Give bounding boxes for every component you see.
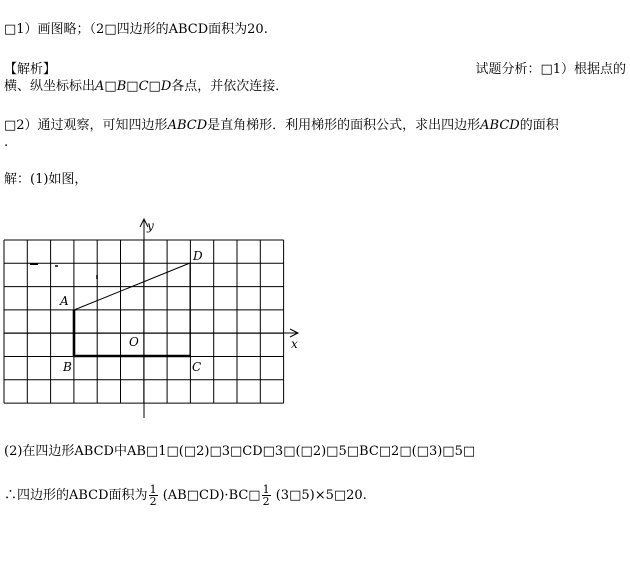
sep-2: □ [126, 79, 139, 94]
step2-suffix: 的面积 [519, 118, 559, 133]
area-middle: (AB□CD)·BC□ [158, 488, 261, 503]
fraction-a-numerator: 1 [149, 483, 157, 496]
analysis-intro: 试题分析：□1）根据点的 [475, 62, 626, 77]
part-2-lengths: (2)在四边形ABCD中AB□1□(□2)□3□CD□3□(□2)□5□BC□2□(□3)□5□ [4, 444, 476, 459]
point-c-label: C [192, 360, 202, 374]
area-suffix: (3□5)×5□20. [271, 488, 367, 503]
fraction-b-denominator: 2 [262, 495, 270, 508]
point-a-label: A [60, 294, 69, 308]
point-d-ref: D [160, 79, 172, 94]
step2-end: . [4, 135, 9, 150]
x-axis-label: x [291, 337, 298, 351]
step2-prefix: □2）通过观察，可知四边形 [4, 118, 168, 133]
point-b-label: B [63, 360, 72, 374]
y-axis-label: y [147, 219, 154, 233]
fraction-one-half-b [262, 484, 271, 507]
sep-1: □ [104, 79, 117, 94]
point-a-ref: A [95, 79, 105, 94]
quad-name-2: ABCD [480, 118, 520, 133]
point-c-ref: C [138, 79, 149, 94]
stray-marks [30, 264, 97, 279]
step1-prefix: 横、纵坐标标出 [4, 79, 96, 94]
step1-suffix: 各点，并依次连接． [171, 79, 289, 94]
point-d-label: D [193, 249, 203, 263]
fraction-one-half-a [149, 484, 158, 507]
sep-3: □ [148, 79, 161, 94]
y-axis [140, 219, 148, 418]
solution-label: 解：(1)如图， [4, 172, 88, 187]
analysis-step-1 [4, 79, 288, 95]
fraction-a-denominator: 2 [149, 495, 157, 508]
fraction-b-numerator: 1 [262, 483, 270, 496]
x-axis [4, 329, 298, 337]
origin-label: O [129, 335, 139, 349]
coordinate-grid-figure [0, 215, 310, 425]
analysis-step-2 [4, 118, 559, 134]
analysis-tag: 【解析】 [4, 62, 57, 77]
area-prefix: ∴四边形的ABCD面积为 [4, 488, 148, 503]
answer-summary: □1）画图略；（2□四边形的ABCD面积为20. [4, 22, 268, 37]
step2-middle: 是直角梯形．利用梯形的面积公式，求出四边形 [207, 118, 481, 133]
point-b-ref: B [116, 79, 127, 94]
area-formula [4, 483, 367, 509]
quad-name-1: ABCD [167, 118, 208, 133]
